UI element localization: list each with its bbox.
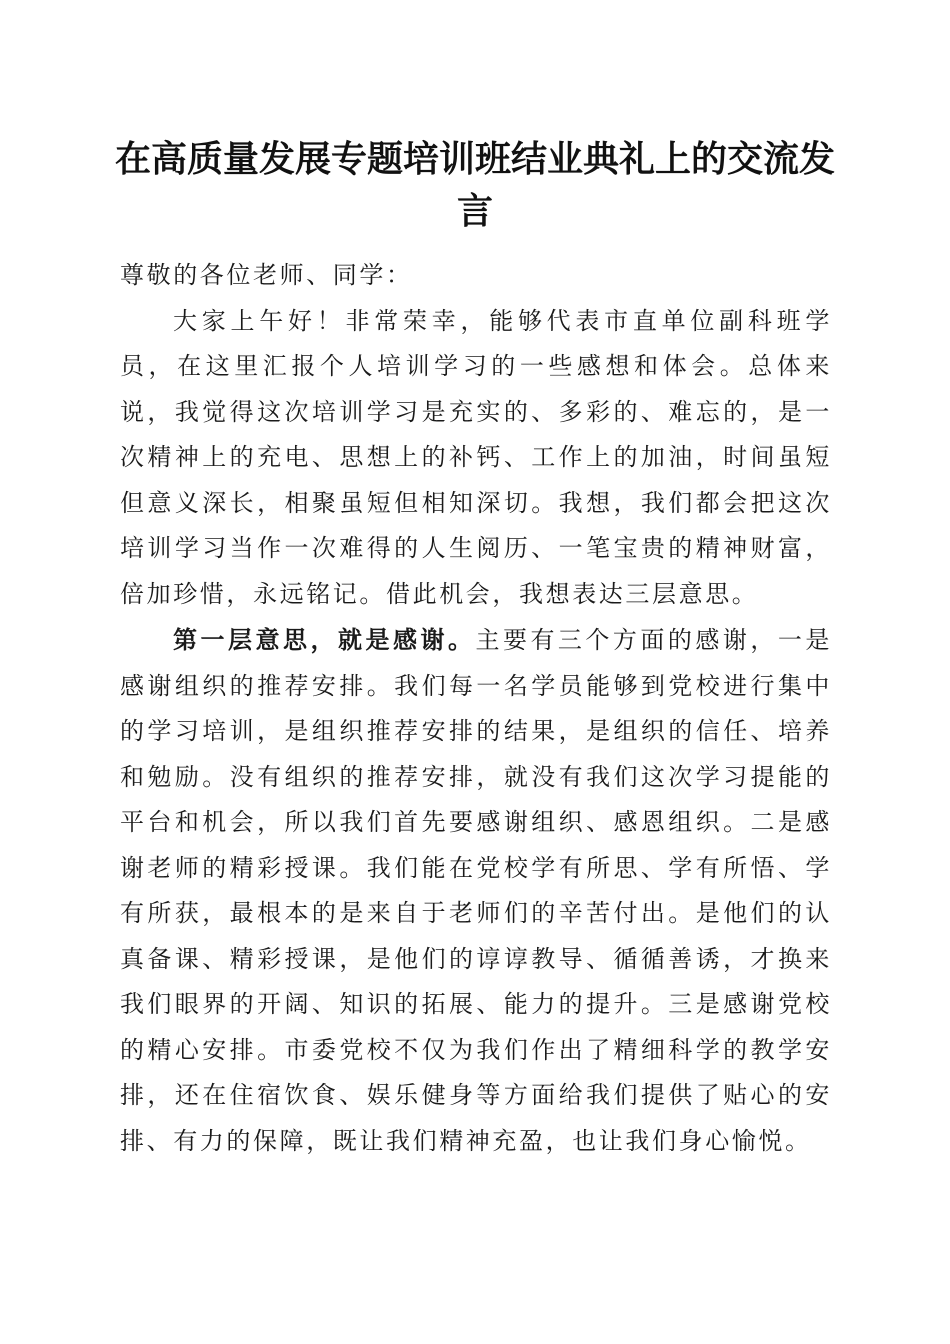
salutation: 尊敬的各位老师、同学： xyxy=(120,261,413,289)
paragraph-opening xyxy=(120,299,832,618)
document-body xyxy=(120,253,832,1164)
paragraph-opening-text: 大家上午好！非常荣幸，能够代表市直单位副科班学员，在这里汇报个人培训学习的一些感想和体会。总体来说，我觉得这次培训学习是充实的、多彩的、难忘的，是一次精神上的充电、思想上的补钙、工作上的加油，时间虽短但意义深长，相聚虽短但相知深切。我想，我们都会把这次培训学习当作一次难得的人生阅历、一笔宝贵的精神财富，倍加珍惜，永远铭记。借此机会，我想表达三层意思。 xyxy=(120,306,832,608)
paragraph-gratitude xyxy=(120,617,832,1164)
paragraph-gratitude-lead: 第一层意思，就是感谢。 xyxy=(173,625,476,654)
paragraph-gratitude-text: 主要有三个方面的感谢，一是感谢组织的推荐安排。我们每一名学员能够到党校进行集中的学习培训，是组织推荐安排的结果，是组织的信任、培养和勉励。没有组织的推荐安排，就没有我们这次学习提能的平台和机会，所以我们首先要感谢组织、感恩组织。二是感谢老师的精彩授课。我们能在党校学有所思、学有所悟、学有所获，最根本的是来自于老师们的辛苦付出。是他们的认真备课、精彩授课，是他们的谆谆教导、循循善诱，才换来我们眼界的开阔、知识的拓展、能力的提升。三是感谢党校的精心安排。市委党校不仅为我们作出了精细科学的教学安排，还在住宿饮食、娱乐健身等方面给我们提供了贴心的安排、有力的保障，既让我们精神充盈，也让我们身心愉悦。 xyxy=(120,626,832,1155)
document-title: 在高质量发展专题培训班结业典礼上的交流发言 xyxy=(114,138,835,232)
